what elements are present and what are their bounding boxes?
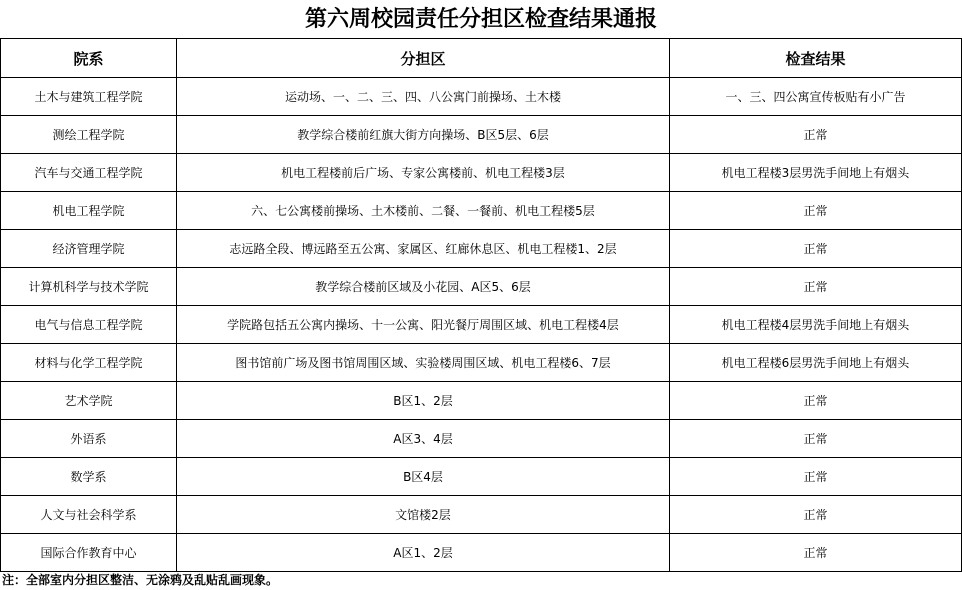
cell-department: 材料与化学工程学院 xyxy=(1,344,177,382)
cell-result: 正常 xyxy=(670,116,962,154)
cell-department: 计算机科学与技术学院 xyxy=(1,268,177,306)
cell-result: 正常 xyxy=(670,496,962,534)
cell-area: 六、七公寓楼前操场、土木楼前、二餐、一餐前、机电工程楼5层 xyxy=(177,192,670,230)
cell-area: 教学综合楼前区域及小花园、A区5、6层 xyxy=(177,268,670,306)
cell-department: 汽车与交通工程学院 xyxy=(1,154,177,192)
cell-result: 正常 xyxy=(670,420,962,458)
cell-area: 教学综合楼前红旗大街方向操场、B区5层、6层 xyxy=(177,116,670,154)
cell-area: A区1、2层 xyxy=(177,534,670,572)
cell-result: 机电工程楼3层男洗手间地上有烟头 xyxy=(670,154,962,192)
table-row xyxy=(1,116,962,154)
cell-result: 正常 xyxy=(670,268,962,306)
cell-department: 测绘工程学院 xyxy=(1,116,177,154)
cell-result: 正常 xyxy=(670,230,962,268)
cell-area: B区4层 xyxy=(177,458,670,496)
cell-result: 正常 xyxy=(670,458,962,496)
header-result: 检查结果 xyxy=(670,39,962,78)
table-row xyxy=(1,382,962,420)
table-header-row xyxy=(1,39,962,78)
cell-department: 经济管理学院 xyxy=(1,230,177,268)
cell-department: 机电工程学院 xyxy=(1,192,177,230)
cell-result: 正常 xyxy=(670,534,962,572)
cell-area: 图书馆前广场及图书馆周围区域、实验楼周围区域、机电工程楼6、7层 xyxy=(177,344,670,382)
cell-department: 国际合作教育中心 xyxy=(1,534,177,572)
table-row xyxy=(1,496,962,534)
table-row xyxy=(1,534,962,572)
cell-result: 正常 xyxy=(670,382,962,420)
table-row xyxy=(1,420,962,458)
footnote: 注：全部室内分担区整洁、无涂鸦及乱贴乱画现象。 xyxy=(2,573,279,587)
cell-area: 志远路全段、博远路至五公寓、家属区、红廊休息区、机电工程楼1、2层 xyxy=(177,230,670,268)
cell-result: 正常 xyxy=(670,192,962,230)
cell-result: 机电工程楼6层男洗手间地上有烟头 xyxy=(670,344,962,382)
table-row xyxy=(1,306,962,344)
table-row xyxy=(1,192,962,230)
report-title: 第六周校园责任分担区检查结果通报 xyxy=(304,6,657,32)
cell-department: 人文与社会科学系 xyxy=(1,496,177,534)
table-row xyxy=(1,458,962,496)
cell-area: B区1、2层 xyxy=(177,382,670,420)
table-row xyxy=(1,344,962,382)
header-department: 院系 xyxy=(1,39,177,78)
cell-department: 艺术学院 xyxy=(1,382,177,420)
cell-department: 外语系 xyxy=(1,420,177,458)
cell-area: 运动场、一、二、三、四、八公寓门前操场、土木楼 xyxy=(177,78,670,116)
table-row xyxy=(1,230,962,268)
cell-area: A区3、4层 xyxy=(177,420,670,458)
header-area: 分担区 xyxy=(177,39,670,78)
cell-result: 一、三、四公寓宣传板贴有小广告 xyxy=(670,78,962,116)
cell-area: 文馆楼2层 xyxy=(177,496,670,534)
table-row xyxy=(1,268,962,306)
cell-result: 机电工程楼4层男洗手间地上有烟头 xyxy=(670,306,962,344)
table-row xyxy=(1,154,962,192)
inspection-table xyxy=(0,38,962,572)
cell-department: 电气与信息工程学院 xyxy=(1,306,177,344)
cell-department: 数学系 xyxy=(1,458,177,496)
table-row xyxy=(1,78,962,116)
cell-area: 学院路包括五公寓内操场、十一公寓、阳光餐厅周围区域、机电工程楼4层 xyxy=(177,306,670,344)
cell-department: 土木与建筑工程学院 xyxy=(1,78,177,116)
cell-area: 机电工程楼前后广场、专家公寓楼前、机电工程楼3层 xyxy=(177,154,670,192)
